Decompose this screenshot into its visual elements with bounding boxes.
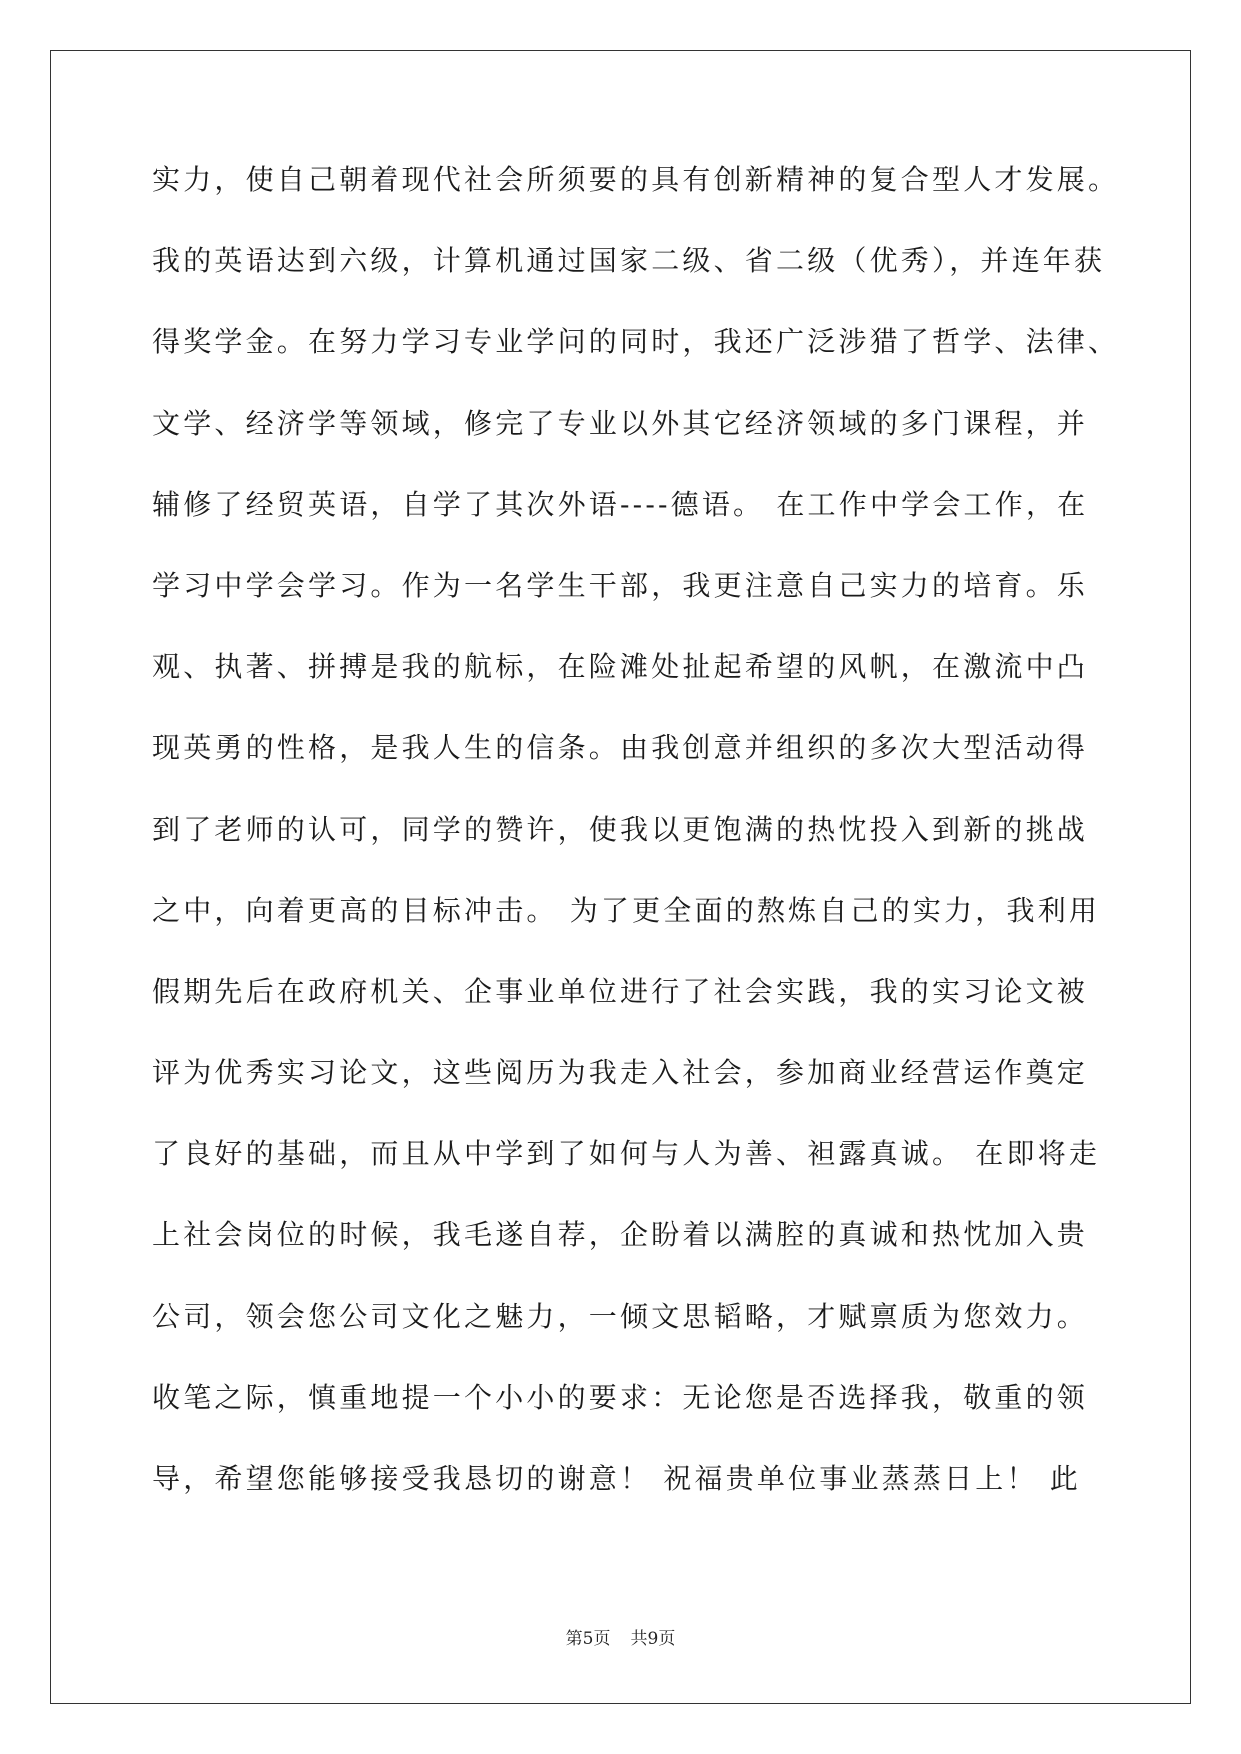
text-line: 了良好的基础，而且从中学到了如何与人为善、袒露真诚。 在即将走: [152, 1137, 1101, 1171]
text-line: 收笔之际，慎重地提一个小小的要求：无论您是否选择我，敬重的领: [152, 1380, 1089, 1414]
text-line: 我的英语达到六级，计算机通过国家二级、省二级（优秀），并连年获: [152, 244, 1106, 278]
page-total: 共9页: [630, 1629, 676, 1649]
text-line: 学习中学会学习。作为一名学生干部，我更注意自己实力的培育。乐: [152, 568, 1089, 602]
text-line: 辅修了经贸英语，自学了其次外语----德语。 在工作中学会工作，在: [152, 487, 1089, 521]
text-line: 假期先后在政府机关、企事业单位进行了社会实践，我的实习论文被: [152, 974, 1089, 1008]
text-line: 观、执著、拼搏是我的航标，在险滩处扯起希望的风帆，在激流中凸: [152, 650, 1089, 684]
text-line: 实力，使自己朝着现代社会所须要的具有创新精神的复合型人才发展。: [152, 163, 1120, 196]
document-body: [152, 160, 1120, 1540]
text-line: 导，希望您能够接受我恳切的谢意！ 祝福贵单位事业蒸蒸日上！ 此: [152, 1462, 1082, 1495]
text-line: 评为优秀实习论文，这些阅历为我走入社会，参加商业经营运作奠定: [152, 1056, 1089, 1090]
page-footer: [0, 1624, 1241, 1649]
text-line: 上社会岗位的时候，我毛遂自荐，企盼着以满腔的真诚和热忱加入贵: [152, 1218, 1089, 1252]
text-line: 现英勇的性格，是我人生的信条。由我创意并组织的多次大型活动得: [152, 731, 1089, 765]
text-line: 之中，向着更高的目标冲击。 为了更全面的熬炼自己的实力，我利用: [152, 893, 1101, 927]
text-line: 公司，领会您公司文化之魅力，一倾文思韬略，才赋禀质为您效力。: [152, 1299, 1089, 1333]
text-line: 到了老师的认可，同学的赞许，使我以更饱满的热忱投入到新的挑战: [152, 812, 1089, 846]
text-line: 文学、经济学等领域，修完了专业以外其它经济领域的多门课程，并: [152, 406, 1089, 440]
text-line: 得奖学金。在努力学习专业学问的同时，我还广泛涉猎了哲学、法律、: [152, 325, 1120, 359]
page-number: 第5页: [565, 1629, 611, 1649]
